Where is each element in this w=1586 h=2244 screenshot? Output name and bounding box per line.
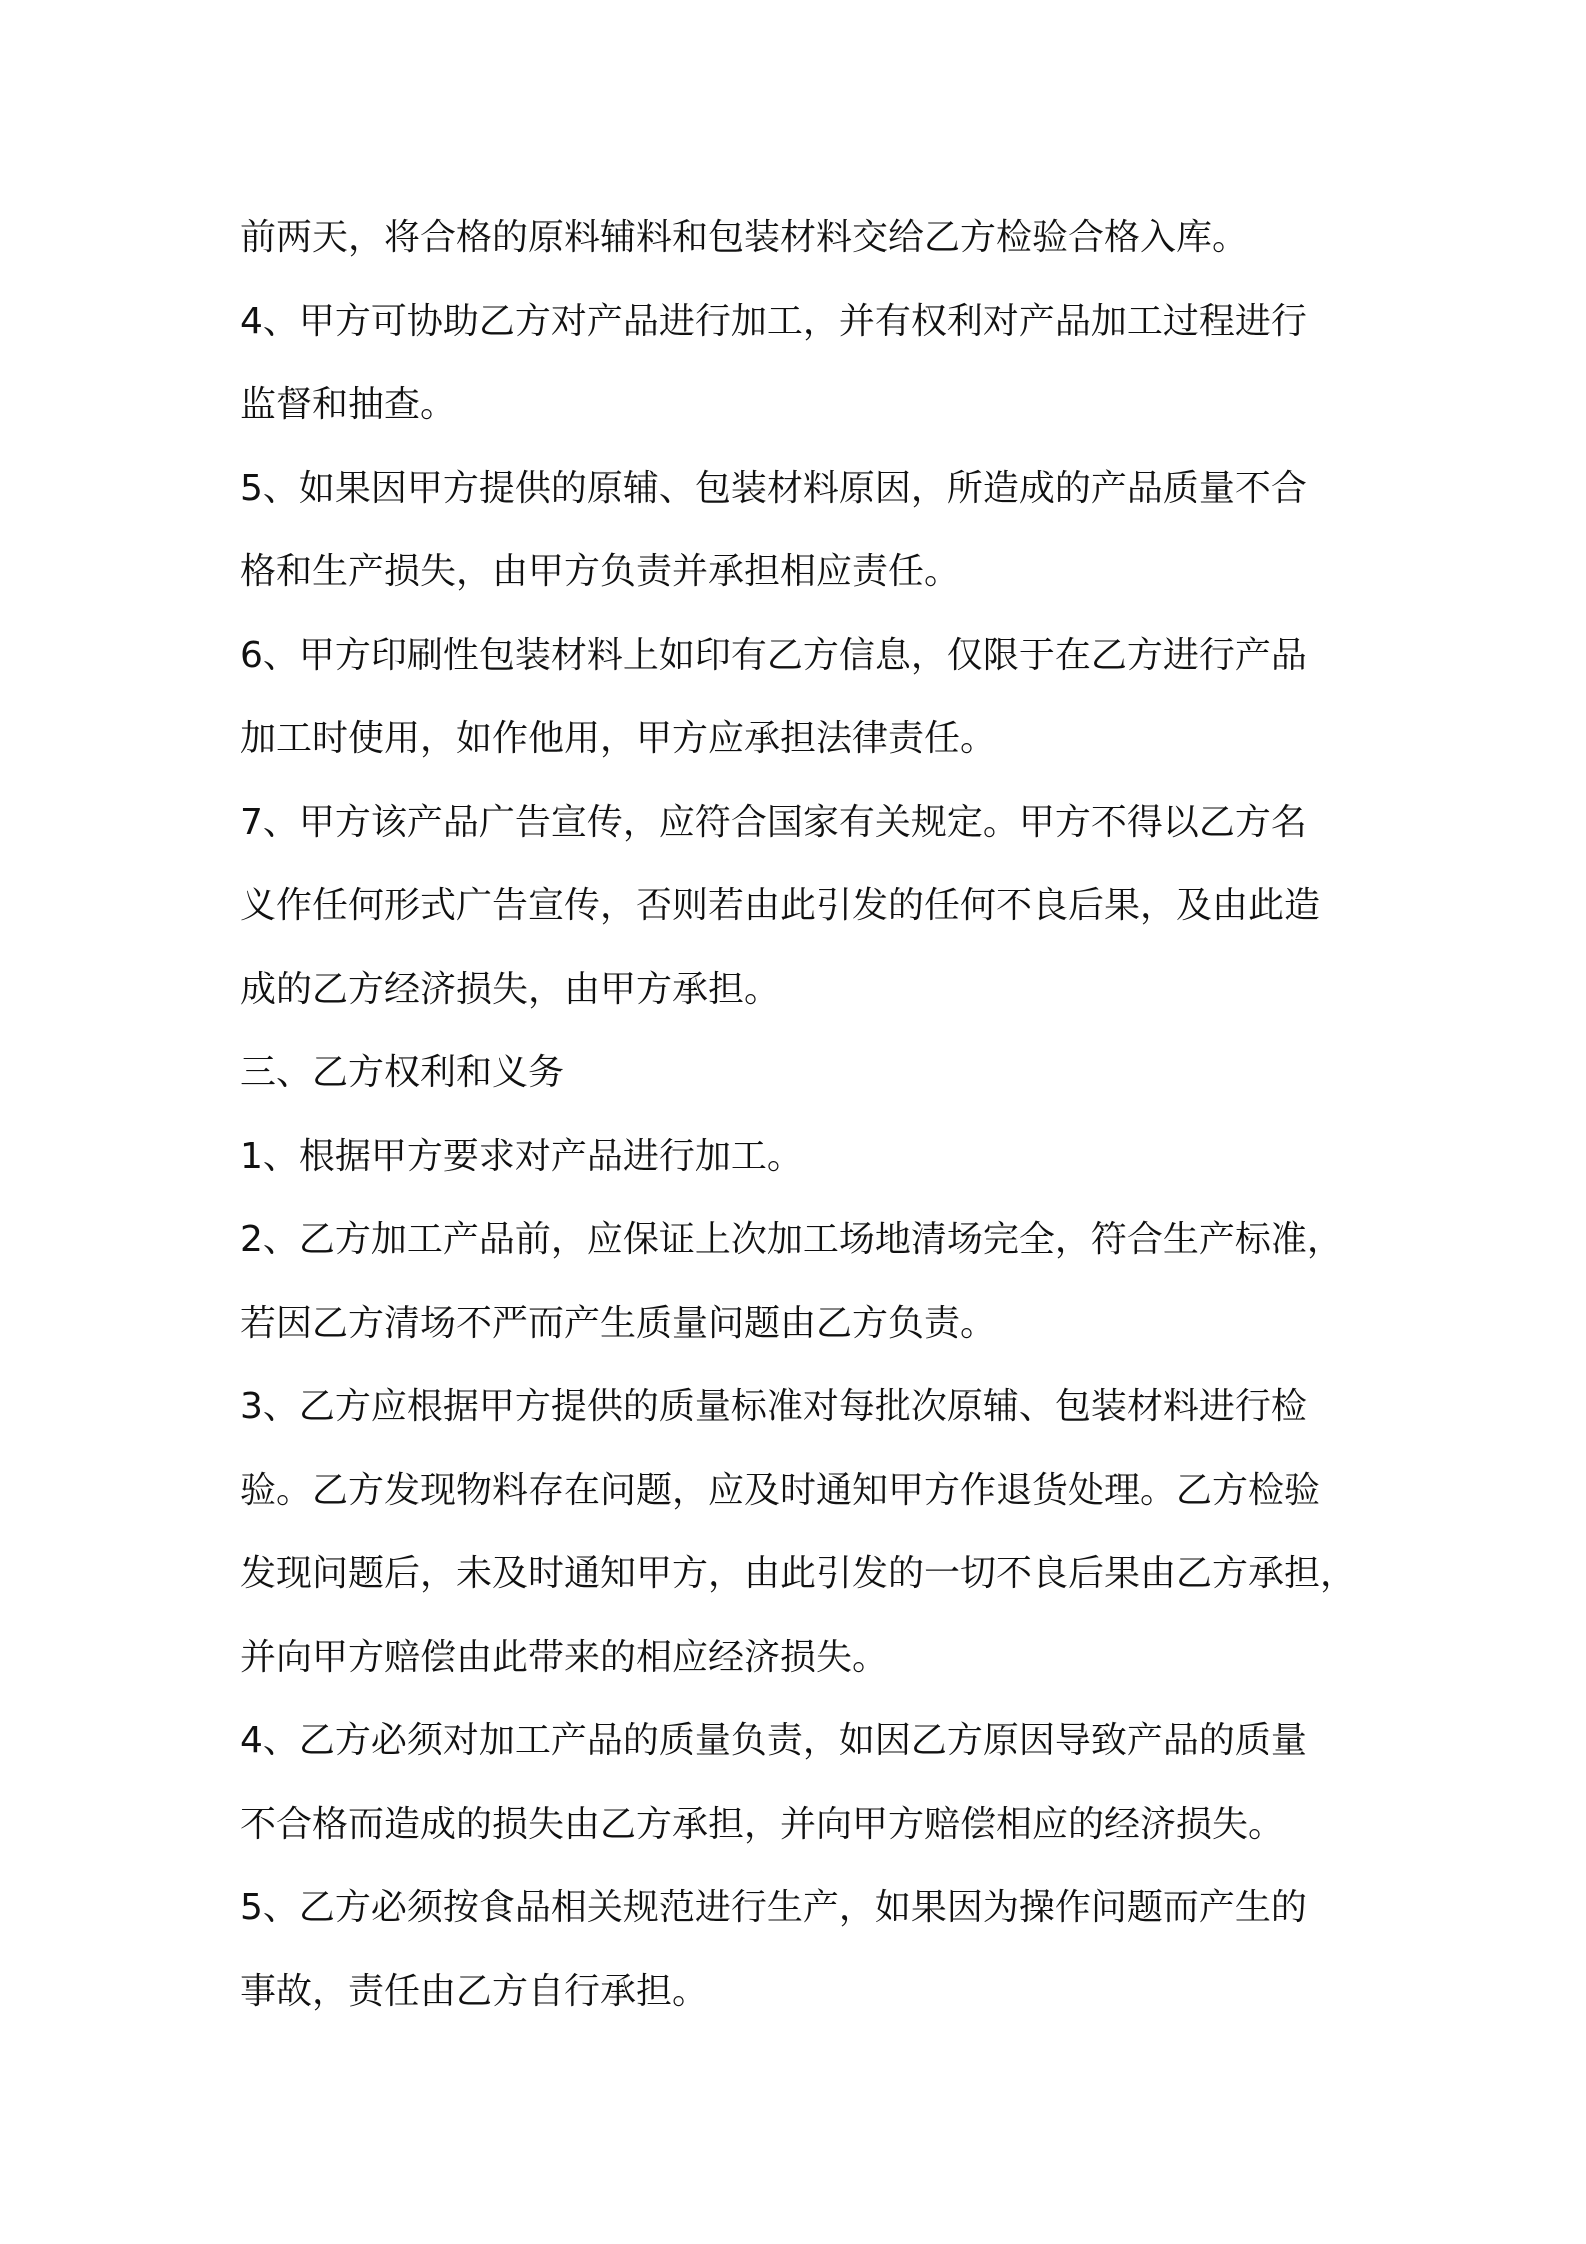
text-line: 1、根据甲方要求对产品进行加工。 <box>240 1135 803 1177</box>
text-line: 4、甲方可协助乙方对产品进行加工，并有权利对产品加工过程进行 <box>240 300 1307 342</box>
text-line: 4、乙方必须对加工产品的质量负责，如因乙方原因导致产品的质量 <box>240 1720 1307 1761</box>
text-line: 不合格而造成的损失由乙方承担，并向甲方赔偿相应的经济损失。 <box>240 1803 1285 1845</box>
text-line: 格和生产损失，由甲方负责并承担相应责任。 <box>240 551 961 592</box>
text-line: 并向甲方赔偿由此带来的相应经济损失。 <box>240 1636 889 1678</box>
text-line: 若因乙方清场不严而产生质量问题由乙方负责。 <box>240 1302 997 1344</box>
text-line: 成的乙方经济损失，由甲方承担。 <box>240 968 781 1010</box>
text-line: 5、乙方必须按食品相关规范进行生产，如果因为操作问题而产生的 <box>240 1887 1307 1928</box>
text-line: 5、如果因甲方提供的原辅、包装材料原因，所造成的产品质量不合 <box>240 467 1307 509</box>
text-line: 监督和抽查。 <box>240 384 457 425</box>
text-line: 3、乙方应根据甲方提供的质量标准对每批次原辅、包装材料进行检 <box>240 1386 1307 1427</box>
text-line: 义作任何形式广告宣传，否则若由此引发的任何不良后果，及由此造 <box>240 885 1321 926</box>
text-line: 2、乙方加工产品前，应保证上次加工场地清场完全，符合生产标准， <box>240 1219 1343 1260</box>
text-line: 事故，责任由乙方自行承担。 <box>240 1970 709 2012</box>
text-line: 发现问题后，未及时通知甲方，由此引发的一切不良后果由乙方承担， <box>240 1553 1357 1594</box>
text-line: 验。乙方发现物料存在问题，应及时通知甲方作退货处理。乙方检验 <box>240 1469 1321 1511</box>
document-body <box>240 196 1380 2033</box>
section-heading: 三、乙方权利和义务 <box>240 1052 565 1093</box>
text-line: 加工时使用，如作他用，甲方应承担法律责任。 <box>240 718 997 759</box>
text-line: 前两天，将合格的原料辅料和包装材料交给乙方检验合格入库。 <box>240 217 1249 258</box>
text-line: 6、甲方印刷性包装材料上如印有乙方信息，仅限于在乙方进行产品 <box>240 634 1307 676</box>
text-line: 7、甲方该产品广告宣传，应符合国家有关规定。甲方不得以乙方名 <box>240 801 1307 843</box>
